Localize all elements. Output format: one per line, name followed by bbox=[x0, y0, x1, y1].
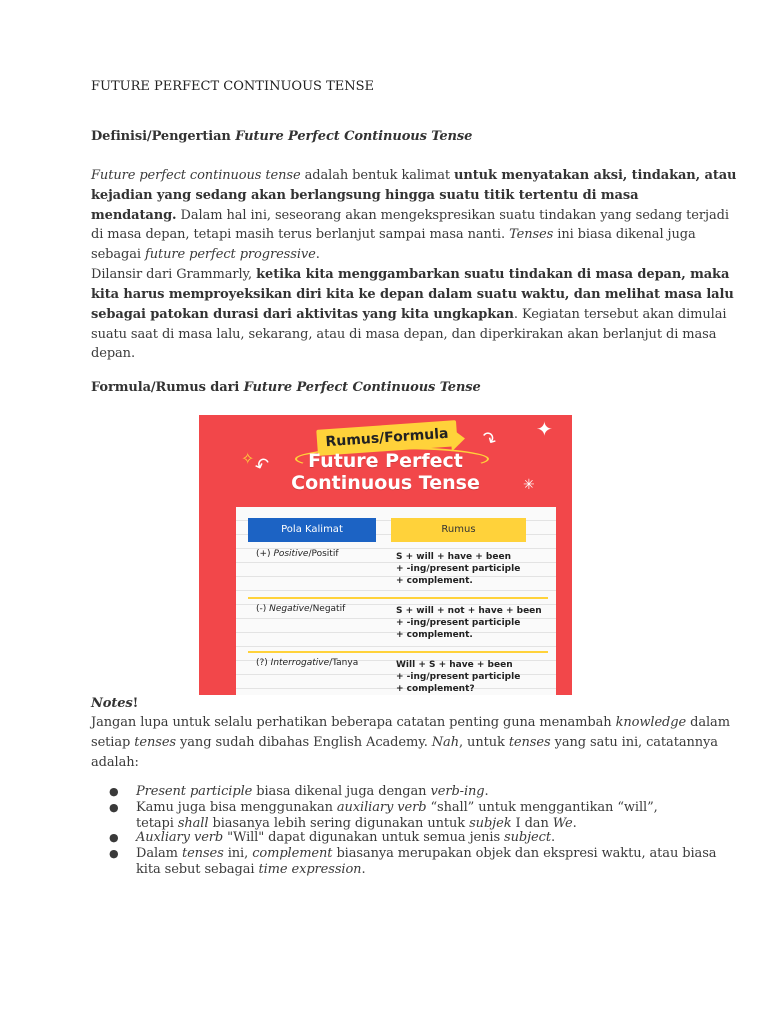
row-label-negative bbox=[256, 604, 345, 614]
term-italic: subject bbox=[504, 830, 551, 845]
text: Dalam hal ini, seseorang akan mengekspresikan suatu tindakan yang sedang terjadi bbox=[176, 208, 729, 223]
formula-infographic bbox=[199, 415, 572, 695]
bold-text: kejadian yang sedang akan berlangsung hingga suatu titik tertentu di masa bbox=[91, 188, 639, 203]
column-header-pola-kalimat: Pola Kalimat bbox=[248, 518, 376, 542]
text: dalam bbox=[686, 715, 730, 730]
row-label-text: /Positif bbox=[308, 549, 339, 559]
notes-line2 bbox=[91, 734, 718, 752]
notes-heading-italic: Notes bbox=[91, 696, 133, 711]
column-header-rumus: Rumus bbox=[391, 518, 526, 542]
term-italic: Present participle bbox=[136, 784, 253, 799]
text: yang sudah dibahas English Academy. bbox=[176, 735, 432, 750]
definition-p1-line3 bbox=[91, 207, 729, 225]
curved-arrow-icon: ↷ bbox=[476, 426, 501, 453]
formula-line: + -ing/present participle bbox=[396, 564, 521, 574]
row-label-interrogative bbox=[256, 658, 358, 668]
term-italic: knowledge bbox=[615, 715, 687, 730]
tag-arrow-shape bbox=[450, 427, 466, 452]
term-italic: complement bbox=[252, 846, 333, 861]
text: Dalam bbox=[136, 846, 182, 861]
text: . bbox=[572, 816, 577, 831]
text: . bbox=[315, 247, 320, 262]
row-formula-interrogative bbox=[396, 659, 520, 695]
bold-text: kita harus memproyeksikan diri kita ke depan dalam suatu waktu, dan melihat masa lalu bbox=[91, 287, 734, 302]
text: Dilansir dari Grammarly, bbox=[91, 267, 257, 282]
definition-p2-line5 bbox=[91, 345, 135, 363]
text: “shall” untuk menggantikan “will”, bbox=[426, 800, 658, 815]
formula-heading-text: Formula/Rumus dari bbox=[91, 380, 244, 395]
text: adalah: bbox=[91, 755, 139, 770]
term-italic: tenses bbox=[508, 735, 551, 750]
row-formula-positive bbox=[396, 551, 520, 587]
text: setiap bbox=[91, 735, 135, 750]
list-item-text bbox=[136, 846, 716, 862]
definition-p1-line4 bbox=[91, 226, 696, 244]
text: depan. bbox=[91, 346, 135, 361]
formula-table bbox=[236, 507, 556, 695]
text: yang satu ini, catatannya bbox=[550, 735, 718, 750]
term-italic: Nah bbox=[431, 735, 459, 750]
infographic-title-line1: Future Perfect bbox=[308, 450, 463, 472]
list-item-text bbox=[136, 784, 489, 800]
row-label-italic: Interrogative bbox=[270, 658, 330, 668]
term-italic: time expression bbox=[258, 862, 362, 877]
text: Jangan lupa untuk selalu perhatikan beberapa catatan penting guna menambah bbox=[91, 715, 616, 730]
text: biasanya merupakan objek dan ekspresi waktu, atau biasa bbox=[332, 846, 717, 861]
text: sebagai bbox=[91, 247, 145, 262]
text: . Kegiatan tersebut akan dimulai bbox=[513, 307, 727, 322]
notes-line3 bbox=[91, 754, 139, 772]
bold-text: ketika kita menggambarkan suatu tindakan di masa depan, maka bbox=[256, 267, 730, 282]
list-item-text bbox=[136, 800, 658, 816]
formula-line: + complement. bbox=[396, 576, 473, 586]
definition-p1-line2 bbox=[91, 187, 638, 205]
definition-p1-line5 bbox=[91, 246, 320, 264]
page-title: FUTURE PERFECT CONTINUOUS TENSE bbox=[91, 79, 374, 94]
formula-line: S + will + not + have + been bbox=[396, 606, 542, 616]
term-italic: tenses bbox=[181, 846, 224, 861]
row-separator bbox=[248, 651, 548, 653]
definition-p2-line3 bbox=[91, 306, 726, 324]
notes-line1 bbox=[91, 714, 730, 732]
row-label-text: /Negatif bbox=[309, 604, 346, 614]
text: I dan bbox=[511, 816, 553, 831]
text: , untuk bbox=[458, 735, 509, 750]
bold-text: sebagai patokan durasi dari aktivitas yang kita ungkapkan bbox=[91, 307, 514, 322]
text: tetapi bbox=[136, 816, 178, 831]
text: suatu saat di masa lalu, sekarang, atau di masa depan, dan diperkirakan akan berlanjut di masa bbox=[91, 327, 717, 342]
term-italic: tenses bbox=[134, 735, 176, 750]
bullet-icon: ● bbox=[109, 801, 119, 814]
definition-heading bbox=[91, 128, 472, 146]
bullet-icon: ● bbox=[109, 785, 119, 798]
list-item-text bbox=[136, 862, 366, 878]
formula-line: S + will + have + been bbox=[396, 552, 511, 562]
curved-arrow-icon: ↶ bbox=[251, 453, 274, 478]
formula-heading bbox=[91, 379, 481, 397]
row-prefix: (-) bbox=[256, 604, 270, 614]
bold-text: untuk menyatakan aksi, tindakan, atau bbox=[454, 168, 737, 183]
row-label-italic: Positive bbox=[273, 549, 309, 559]
definition-heading-text: Definisi/Pengertian bbox=[91, 129, 236, 144]
row-label-positive bbox=[256, 549, 339, 559]
row-formula-negative bbox=[396, 605, 542, 641]
bullet-icon: ● bbox=[109, 831, 119, 844]
definition-p1-line1 bbox=[91, 167, 736, 185]
row-prefix: (+) bbox=[256, 549, 274, 559]
formula-heading-italic: Future Perfect Continuous Tense bbox=[243, 380, 481, 395]
notes-heading bbox=[91, 695, 138, 713]
text: . bbox=[550, 830, 555, 845]
term-italic: Auxliary verb bbox=[136, 830, 224, 845]
text: Kamu juga bisa menggunakan bbox=[136, 800, 337, 815]
term-italic: subjek bbox=[469, 816, 512, 831]
formula-line: Will + S + have + been bbox=[396, 660, 513, 670]
bullet-icon: ● bbox=[109, 847, 119, 860]
term-italic: Tenses bbox=[509, 227, 554, 242]
term-italic: auxiliary verb bbox=[336, 800, 427, 815]
star-icon: ✦ bbox=[536, 417, 553, 441]
term-italic: future perfect progressive bbox=[145, 247, 316, 262]
text: biasanya lebih sering digunakan untuk bbox=[208, 816, 470, 831]
sparkle-icon: ✧ bbox=[241, 449, 255, 468]
row-prefix: (?) bbox=[256, 658, 271, 668]
text: kita sebut sebagai bbox=[136, 862, 259, 877]
formula-line: + complement. bbox=[396, 630, 473, 640]
row-separator bbox=[248, 597, 548, 599]
infographic-title-line2: Continuous Tense bbox=[291, 472, 480, 494]
text: di masa depan, tetapi masih terus berlanjut sampai masa nanti. bbox=[91, 227, 510, 242]
bold-text: mendatang. bbox=[91, 208, 177, 223]
text: . bbox=[361, 862, 366, 877]
text: "Will" dapat digunakan untuk semua jenis bbox=[223, 830, 505, 845]
term-italic: We bbox=[552, 816, 573, 831]
text: ini, bbox=[223, 846, 253, 861]
text: ini biasa dikenal juga bbox=[553, 227, 696, 242]
formula-line: + -ing/present participle bbox=[396, 672, 521, 682]
text: biasa dikenal juga dengan bbox=[252, 784, 431, 799]
formula-line: + complement? bbox=[396, 684, 475, 694]
row-label-text: /Tanya bbox=[329, 658, 359, 668]
definition-heading-italic: Future Perfect Continuous Tense bbox=[235, 129, 473, 144]
definition-p2-line4 bbox=[91, 326, 716, 344]
list-item-text bbox=[136, 830, 555, 846]
infographic-tag: Rumus/Formula bbox=[316, 420, 457, 456]
definition-p2-line1 bbox=[91, 266, 729, 284]
notes-heading-suffix: ! bbox=[132, 696, 139, 711]
term-italic: verb-ing bbox=[430, 784, 485, 799]
text: adalah bentuk kalimat bbox=[300, 168, 455, 183]
definition-p2-line2 bbox=[91, 286, 734, 304]
term-italic: shall bbox=[177, 816, 209, 831]
sparkle-icon: ✳ bbox=[523, 477, 535, 493]
term-italic: Future perfect continuous tense bbox=[91, 168, 301, 183]
row-label-italic: Negative bbox=[269, 604, 310, 614]
formula-line: + -ing/present participle bbox=[396, 618, 521, 628]
text: . bbox=[484, 784, 489, 799]
